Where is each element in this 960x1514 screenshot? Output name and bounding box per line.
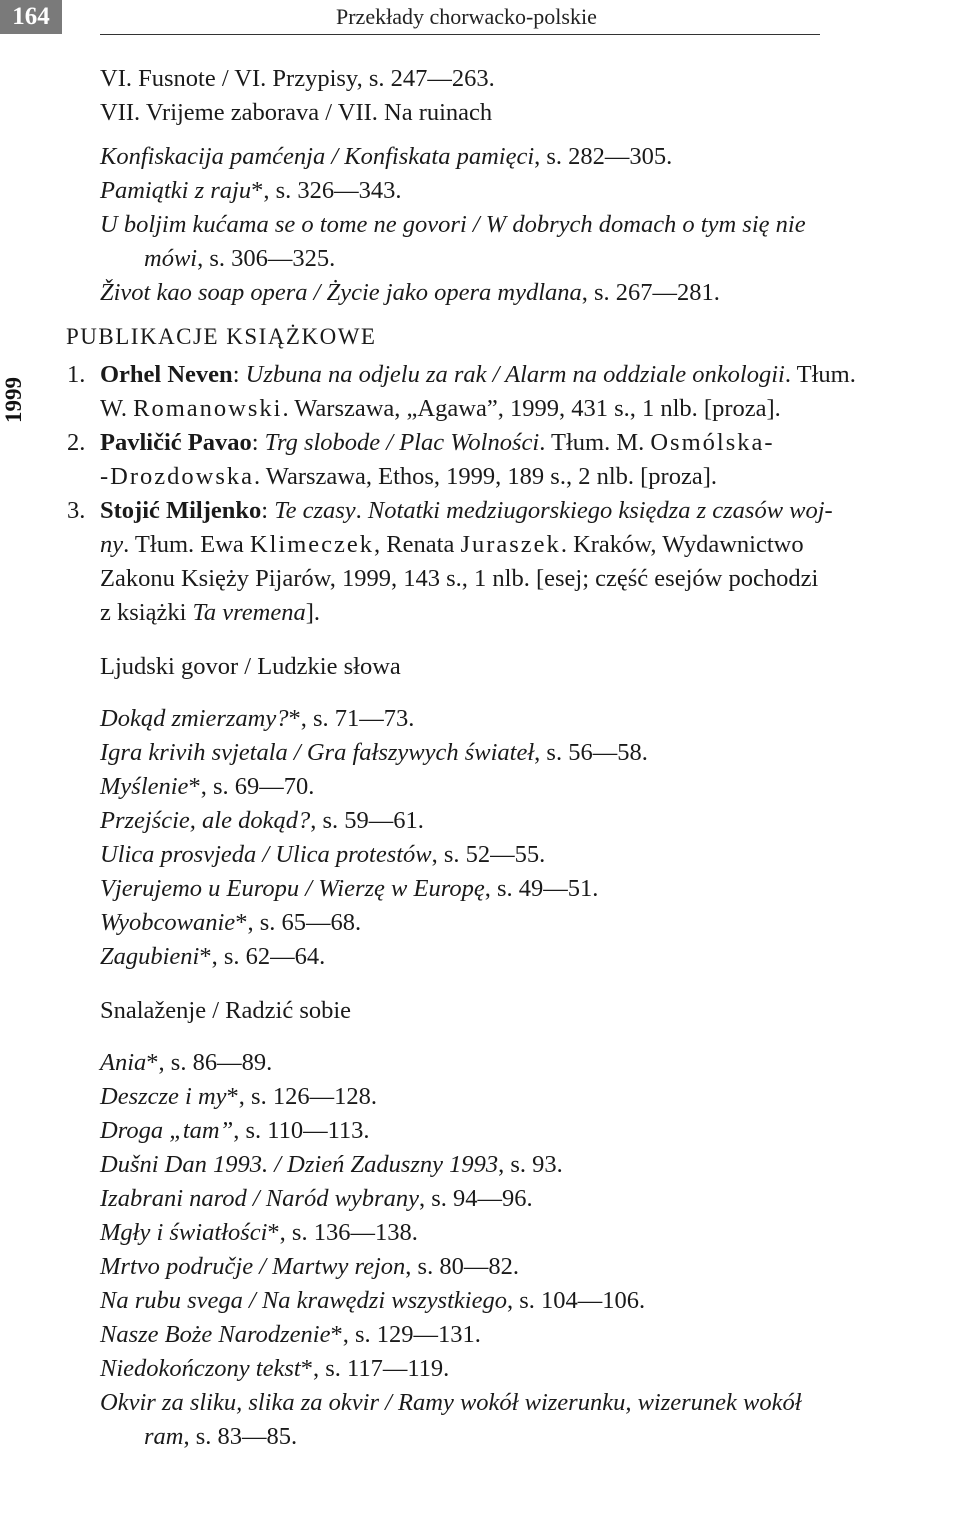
list-item (100, 1046, 956, 1080)
subsection-list (100, 702, 956, 974)
list-item-continuation (100, 242, 956, 276)
page-content (66, 62, 956, 1454)
item-title: Droga „tam” (100, 1117, 234, 1144)
source-title: Ta vremena (192, 599, 306, 626)
subsection-list (100, 1046, 956, 1454)
item-pages: , s. 267—281. (581, 279, 720, 306)
item-pages: , s. 282—305. (534, 143, 673, 170)
item-pages: , s. 56—58. (534, 739, 648, 766)
entry-author: Stojić Miljenko (100, 497, 262, 524)
item-title: Nasze Boże Narodzenie (100, 1321, 331, 1348)
item-pages: , s. 306—325. (197, 245, 336, 272)
item-title: Okvir za sliku, slika za okvir / Ramy wokół wizerunku, wizerunek wokół (100, 1389, 802, 1416)
item-pages: *, s. 69—70. (188, 773, 315, 800)
translator-name: Osmólska- (650, 429, 775, 456)
item-pages: *, s. 71—73. (288, 705, 415, 732)
item-pages: , s. 52—55. (431, 841, 546, 868)
item-pages: *, s. 117—119. (300, 1355, 450, 1382)
list-item (100, 804, 956, 838)
header-rule (100, 34, 820, 35)
entry-line: W. Romanowski. Warszawa, „Agawa”, 1999, 431 s., 1 nlb. [proza]. (100, 395, 781, 422)
list-item (100, 174, 956, 208)
item-title: Przejście, ale dokąd? (100, 807, 311, 834)
entry-number: 3. (67, 497, 86, 524)
subsection-heading: Ljudski govor / Ludzkie słowa (100, 653, 401, 680)
bibliography-list (67, 358, 956, 630)
list-item (100, 906, 956, 940)
page-number: 164 (0, 0, 62, 34)
item-pages: *, s. 65—68. (235, 909, 362, 936)
entry-title: Trg slobode / Plac Wolności (264, 429, 540, 456)
item-pages: *, s. 62—64. (199, 943, 326, 970)
item-pages: *, s. 129—131. (330, 1321, 481, 1348)
list-item (100, 940, 956, 974)
list-item (100, 736, 956, 770)
item-title: Vjerujemo u Europu / Wierzę w Europę (100, 875, 485, 902)
page-header (0, 0, 960, 36)
item-pages: , s. 80—82. (405, 1253, 519, 1280)
item-pages: , s. 94—96. (418, 1185, 533, 1212)
list-item (100, 276, 956, 310)
list-item (100, 1352, 956, 1386)
list-item (100, 1080, 956, 1114)
list-item (100, 1250, 956, 1284)
list-item (100, 1148, 956, 1182)
entry-number: 1. (67, 361, 86, 388)
text-line: VI. Fusnote / VI. Przypisy, s. 247—263. (100, 65, 495, 92)
item-title: U boljim kućama se o tome ne govori / W dobrych domach o tym się nie (100, 211, 806, 238)
item-title: Deszcze i my (100, 1083, 227, 1110)
entry-subtitle: Notatki medziugorskiego księdza z czasów woj- (367, 497, 833, 524)
item-pages: *, s. 86—89. (146, 1049, 273, 1076)
item-title: mówi (144, 245, 198, 272)
item-pages: *, s. 126—128. (226, 1083, 377, 1110)
translator-name: Romanowski (133, 395, 283, 422)
item-pages: *, s. 326—343. (251, 177, 402, 204)
item-title: Život kao soap opera / Życie jako opera mydlana (100, 279, 582, 306)
bibliography-entry (67, 494, 956, 630)
item-title: Igra krivih svjetala / Gra fałszywych świateł (100, 739, 535, 766)
item-title: Ulica prosvjeda / Ulica protestów (100, 841, 432, 868)
item-title: Mgły i światłości (100, 1219, 268, 1246)
list-item (100, 838, 956, 872)
list-item (100, 208, 956, 242)
list-item-continuation (100, 1420, 956, 1454)
item-title: Izabrani narod / Naród wybrany (100, 1185, 419, 1212)
item-title: Dušni Dan 1993. / Dzień Zaduszny 1993 (100, 1151, 499, 1178)
list-item (100, 770, 956, 804)
item-title: Niedokończony tekst (100, 1355, 301, 1382)
translator-name: -Drozdowska (100, 463, 254, 490)
text-line: VII. Vrijeme zaborava / VII. Na ruinach (100, 99, 493, 126)
entry-number: 2. (67, 429, 86, 456)
item-title: ram (144, 1423, 184, 1450)
bibliography-entry (67, 358, 956, 426)
running-title: Przekłady chorwacko-polskie (336, 4, 597, 29)
entry-line: z książki Ta vremena]. (100, 599, 321, 626)
item-pages: , s. 93. (498, 1151, 563, 1178)
item-pages: , s. 49—51. (484, 875, 599, 902)
entry-line: Zakonu Księży Pijarów, 1999, 143 s., 1 nlb. [esej; część esejów pochodzi (100, 565, 819, 592)
entry-author: Orhel Neven (100, 361, 233, 388)
year-tab (0, 368, 28, 432)
item-title: Zagubieni (100, 943, 200, 970)
list-item (100, 1216, 956, 1250)
list-item (100, 1114, 956, 1148)
item-title: Ania (100, 1049, 147, 1076)
list-item (100, 1284, 956, 1318)
list-item (100, 140, 956, 174)
item-pages: , s. 59—61. (310, 807, 424, 834)
list-item (100, 1182, 956, 1216)
list-item (100, 702, 956, 736)
section-heading: PUBLIKACJE KSIĄŻKOWE (66, 324, 377, 349)
item-title: Myślenie (100, 773, 189, 800)
entry-line: 2. Pavličić Pavao: Trg slobode / Plac Wolności. Tłum. M. Osmólska- (100, 426, 956, 460)
entry-line: -Drozdowska. Warszawa, Ethos, 1999, 189 s., 2 nlb. [proza]. (100, 463, 717, 490)
list-item (100, 1318, 956, 1352)
entry-line: 1. Orhel Neven: Uzbuna na odjelu za rak / Alarm na oddziale onkologii. Tłum. (100, 358, 956, 392)
year-label: 1999 (1, 377, 26, 423)
item-title: Konfiskacija pamćenja / Konfiskata pamięci (100, 143, 535, 170)
item-title: Mrtvo područje / Martwy rejon (100, 1253, 406, 1280)
item-pages: *, s. 136—138. (267, 1219, 418, 1246)
translator-name: Juraszek (460, 531, 561, 558)
entry-line: 3. Stojić Miljenko: Te czasy. Notatki medziugorskiego księdza z czasów woj- (100, 494, 956, 528)
item-pages: , s. 104—106. (506, 1287, 646, 1314)
bibliography-entry (67, 426, 956, 494)
item-title: Pamiątki z raju (100, 177, 252, 204)
item-title: Na rubu svega / Na krawędzi wszystkiego (100, 1287, 507, 1314)
list-item (100, 872, 956, 906)
entry-title: Uzbuna na odjelu za rak / Alarm na oddziale onkologii (245, 361, 785, 388)
list-item (100, 1386, 956, 1420)
item-pages: , s. 110—113. (233, 1117, 370, 1144)
translator-name: Klimeczek (249, 531, 375, 558)
item-title: Dokąd zmierzamy? (100, 705, 289, 732)
subsection-heading: Snalaženje / Radzić sobie (100, 997, 352, 1024)
entry-title: Te czasy (274, 497, 356, 524)
entry-line: ny. Tłum. Ewa Klimeczek, Renata Juraszek. Kraków, Wydawnictwo (100, 531, 804, 558)
entry-author: Pavličić Pavao (100, 429, 252, 456)
item-title: Wyobcowanie (100, 909, 236, 936)
item-pages: , s. 83—85. (183, 1423, 298, 1450)
